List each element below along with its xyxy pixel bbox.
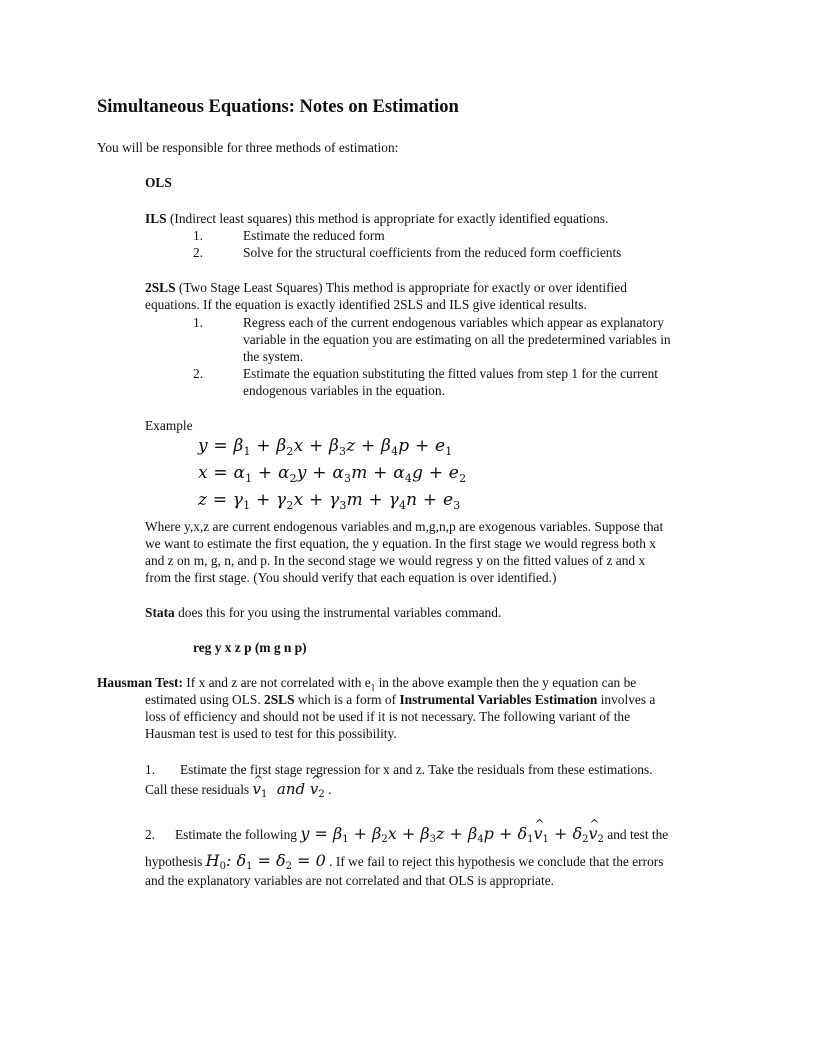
example-explanation-4: from the first stage. (You should verify that each equation is over identified.): [145, 570, 557, 585]
ils-step-2: [193, 244, 621, 261]
stata-command: [193, 639, 307, 656]
step-number: 2.: [193, 245, 204, 260]
step-number: 1.: [193, 315, 204, 330]
ols-label: OLS: [145, 175, 172, 190]
hausman-step-2-line-3: and the explanatory variables are not correlated and that OLS is appropriate.: [145, 873, 554, 888]
tsls-description: (Two Stage Least Squares) This method is appropriate for exactly or over identified: [175, 280, 627, 295]
hausman-text: If x and z are not correlated with e: [182, 675, 371, 690]
hausman-text: which is a form of: [294, 692, 400, 707]
step-text: Estimate the equation substituting the fitted values from step 1 for the current: [243, 366, 659, 381]
residuals-math: ^ $v_1$ and ^ $v_2$: [252, 780, 324, 798]
hausman-line-3: loss of efficiency and should not be used if it is not necessary. The following variant of the: [145, 709, 631, 724]
tsls-step-1-line-2: variable in the equation you are estimating on all the predetermined variables in: [243, 332, 671, 347]
hypothesis-math: $H_0$: $\delta_1 = \delta_2 = 0$: [205, 851, 326, 872]
step-text: hypothesis: [145, 854, 206, 869]
equation-3: $z = \gamma_1 + \gamma_2x + \gamma_3m + \gamma_4n + e_3$: [198, 490, 461, 512]
tsls-label: 2SLS: [145, 280, 176, 295]
step-text: Estimate the following: [175, 827, 301, 842]
equation-1: $y = \beta_1 + \beta_2x + \beta_3z + \beta_4p + e_1$: [198, 436, 453, 458]
step-text: Call these residuals: [145, 782, 253, 797]
subscript: 1: [370, 682, 376, 693]
hausman-step-2-line-1: [145, 825, 668, 848]
hausman-label: Hausman Test:: [97, 675, 183, 690]
ols-heading: [145, 174, 172, 191]
step-text: Estimate the first stage regression for x and z. Take the residuals from these estimations.: [180, 762, 653, 777]
tsls-paragraph-line-1: [145, 279, 627, 296]
equation-2: $x = \alpha_1 + \alpha_2y + \alpha_3m + \alpha_4g + e_2$: [198, 463, 467, 485]
intro-text: You will be responsible for three methods of estimation:: [97, 140, 399, 155]
ils-description: (Indirect least squares) this method is appropriate for exactly identified equations.: [166, 211, 609, 226]
step-text: Solve for the structural coefficients from the reduced form coefficients: [243, 245, 622, 260]
step-number: 2.: [193, 366, 204, 381]
ils-label: ILS: [145, 211, 167, 226]
hausman-text: in the above example then the y equation can be: [375, 675, 637, 690]
stata-text: does this for you using the instrumental variables command.: [174, 605, 502, 620]
stata-paragraph: [145, 604, 501, 621]
hausman-line-2: [145, 691, 655, 708]
iv-estimation-bold: Instrumental Variables Estimation: [399, 692, 598, 707]
step-number: 1.: [193, 228, 204, 243]
hausman-line-4: Hausman test is used to test for this possibility.: [145, 726, 397, 741]
step-text: . If we fail to reject this hypothesis we conclude that the errors: [325, 854, 664, 869]
step-text: Regress each of the current endogenous variables which appear as explanatory: [243, 315, 664, 330]
tsls-step-2-line-2: endogenous variables in the equation.: [243, 383, 445, 398]
step-number: 1.: [145, 762, 156, 777]
tsls-paragraph-line-2: equations. If the equation is exactly identified 2SLS and ILS give identical results.: [145, 297, 587, 312]
stata-command-text: reg y x z p (m g n p): [193, 640, 307, 655]
regression-math: $y = \beta_1 + \beta_2x + \beta_3z + \beta_4p$ + $\delta_1\^{}$ $v_1$ + $\delta_2\^{}$ $v_2$: [300, 824, 604, 843]
page-title: Simultaneous Equations: Notes on Estimation: [97, 97, 459, 117]
hausman-step-1-line-2: [145, 781, 331, 803]
example-explanation-2: we want to estimate the first equation, the y equation. In the first stage we would regress both x: [145, 536, 656, 551]
step-text: .: [324, 782, 332, 797]
hausman-text: involves a: [597, 692, 656, 707]
example-explanation-1: Where y,x,z are current endogenous variables and m,g,n,p are exogenous variables. Suppose that: [145, 519, 664, 534]
example-explanation-3: and z on m, g, n, and p. In the second stage we would regress y on the fitted values of z and x: [145, 553, 646, 568]
stata-label: Stata: [145, 605, 175, 620]
hausman-step-1-line-1: [145, 761, 653, 778]
tsls-step-1-line-1: [193, 314, 664, 331]
hausman-text: estimated using OLS.: [145, 692, 265, 707]
tsls-step-1-line-3: the system.: [243, 349, 304, 364]
example-label: Example: [145, 418, 193, 433]
ils-step-1: [193, 227, 385, 244]
ils-paragraph: [145, 210, 608, 227]
step-number: 2.: [145, 827, 156, 842]
tsls-bold: 2SLS: [264, 692, 295, 707]
step-text: and test the: [603, 827, 669, 842]
step-text: Estimate the reduced form: [243, 228, 385, 243]
tsls-step-2-line-1: [193, 365, 658, 382]
